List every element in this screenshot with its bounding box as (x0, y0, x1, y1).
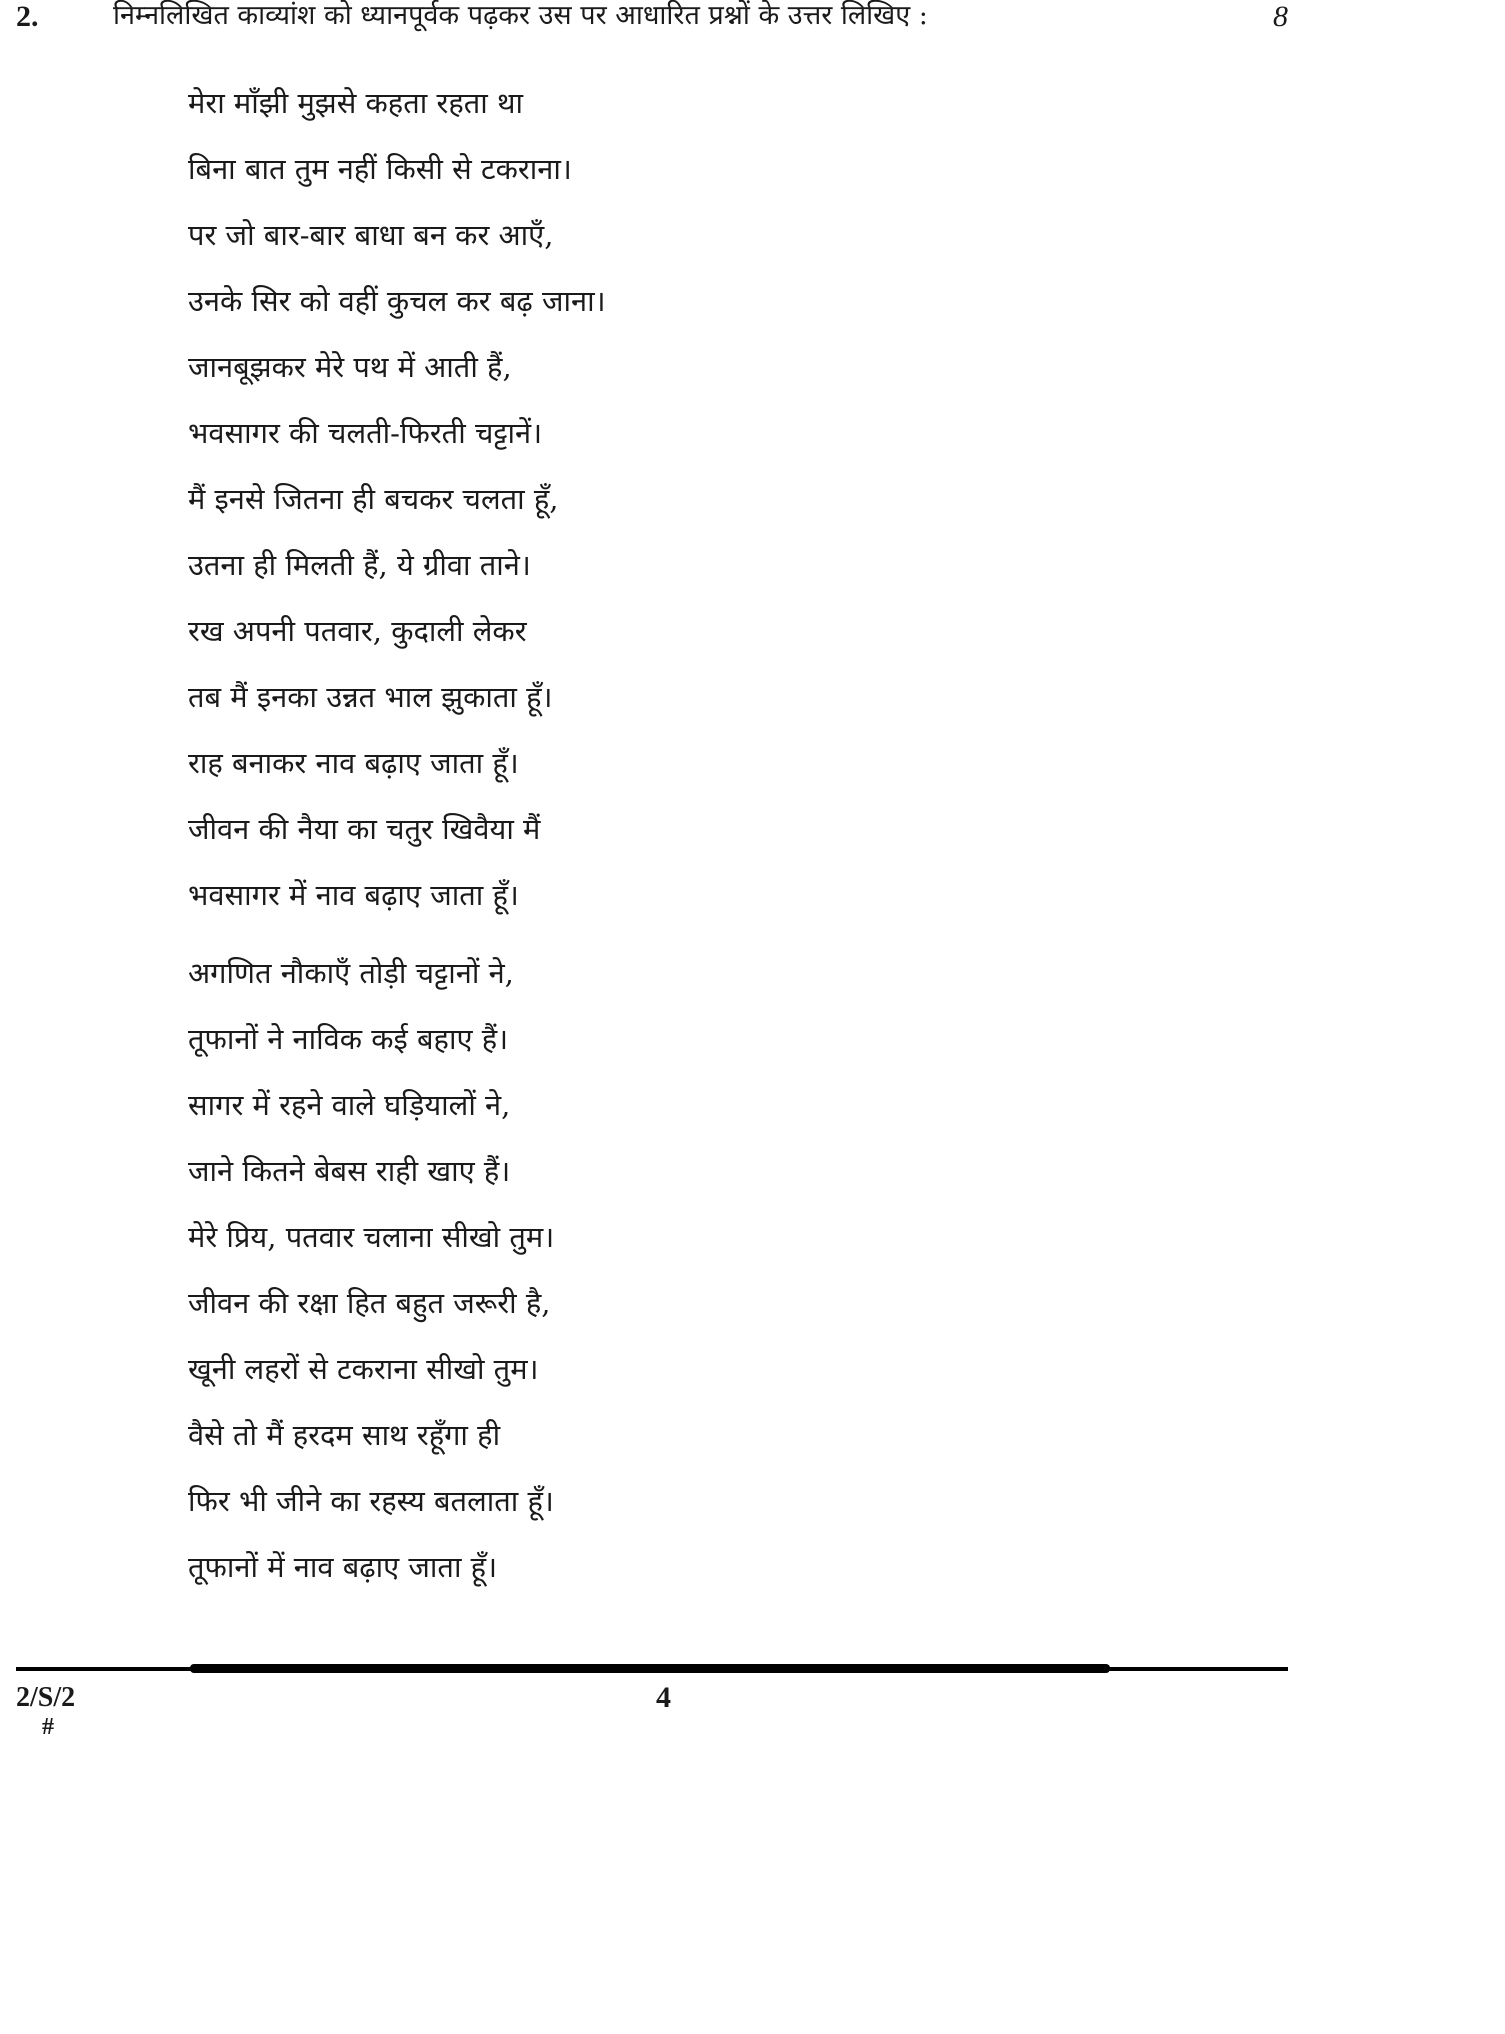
poem-line: जानबूझकर मेरे पथ में आती हैं, (188, 350, 512, 384)
poem-line: तब मैं इनका उन्नत भाल झुकाता हूँ। (188, 680, 553, 714)
poem-line: मेरे प्रिय, पतवार चलाना सीखो तुम। (188, 1220, 555, 1254)
poem-line: सागर में रहने वाले घड़ियालों ने, (188, 1088, 511, 1122)
page-number: 4 (656, 1681, 671, 1714)
poem-line: राह बनाकर नाव बढ़ाए जाता हूँ। (188, 746, 519, 780)
poem-line: मेरा माँझी मुझसे कहता रहता था (188, 86, 524, 120)
poem-line: भवसागर की चलती-फिरती चट्टानें। (188, 416, 543, 450)
poem-line: जाने कितने बेबस राही खाए हैं। (188, 1154, 511, 1188)
poem-line: जीवन की नैया का चतुर खिवैया मैं (188, 812, 541, 846)
poem-line: मैं इनसे जितना ही बचकर चलता हूँ, (188, 482, 559, 516)
footer-hash: # (42, 1714, 54, 1740)
poem-line: रख अपनी पतवार, कुदाली लेकर (188, 614, 527, 648)
footer-code: 2/S/2 (16, 1682, 76, 1713)
poem-line: तूफानों में नाव बढ़ाए जाता हूँ। (188, 1550, 498, 1584)
poem-line: तूफानों ने नाविक कई बहाए हैं। (188, 1022, 509, 1056)
poem-line: उनके सिर को वहीं कुचल कर बढ़ जाना। (188, 284, 606, 318)
poem-line: बिना बात तुम नहीं किसी से टकराना। (188, 152, 572, 186)
poem-line: फिर भी जीने का रहस्य बतलाता हूँ। (188, 1484, 554, 1518)
footer-rule-accent (190, 1664, 1110, 1673)
poem-line: खूनी लहरों से टकराना सीखो तुम। (188, 1352, 539, 1386)
poem-line: वैसे तो मैं हरदम साथ रहूँगा ही (188, 1418, 501, 1452)
poem (188, 78, 1288, 1608)
poem-line: जीवन की रक्षा हित बहुत जरूरी है, (188, 1286, 551, 1320)
poem-line: अगणित नौकाएँ तोड़ी चट्टानों ने, (188, 956, 514, 990)
poem-line: पर जो बार-बार बाधा बन कर आएँ, (188, 218, 554, 252)
question-instruction: निम्नलिखित काव्यांश को ध्यानपूर्वक पढ़कर उस पर आधारित प्रश्नों के उत्तर लिखिए : (113, 0, 928, 31)
poem-stanza (188, 78, 1288, 936)
poem-stanza (188, 948, 1288, 1608)
question-marks: 8 (1273, 0, 1288, 33)
question-number: 2. (16, 0, 39, 33)
poem-line: भवसागर में नाव बढ़ाए जाता हूँ। (188, 878, 519, 912)
poem-line: उतना ही मिलती हैं, ये ग्रीवा ताने। (188, 548, 531, 582)
